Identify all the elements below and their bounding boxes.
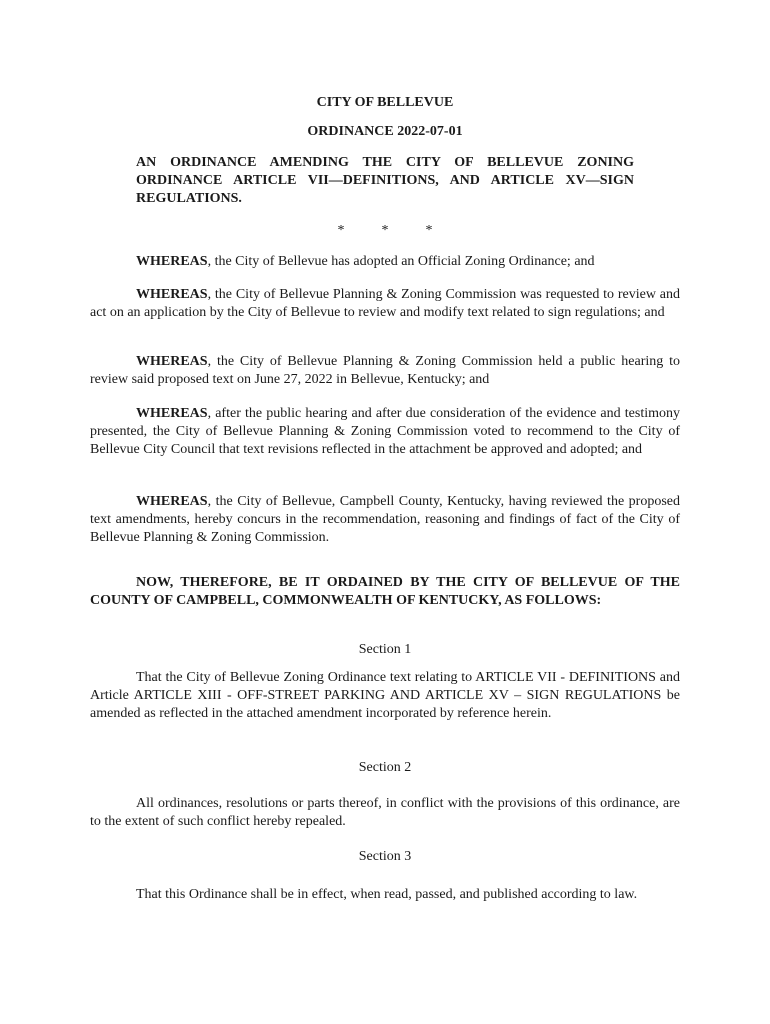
whereas-paragraph-3 [90,353,680,389]
ordinance-number: ORDINANCE 2022-07-01 [307,124,463,139]
whereas-text: , the City of Bellevue, Campbell County, Kentucky, having reviewed the proposed text amendments, hereby concurs in the recommendation, reasoning and findings of fact of the City of Bellevue Planning & Zoning Commission. [90,494,680,545]
whereas-paragraph-4 [90,405,680,459]
whereas-lead: WHEREAS [136,287,208,302]
whereas-text: , the City of Bellevue Planning & Zoning Commission held a public hearing to review said proposed text on June 27, 2022 in Bellevue, Kentucky; and [90,354,680,387]
separator-star: * [425,223,433,238]
whereas-text: , the City of Bellevue Planning & Zoning Commission was requested to review and act on an application by the City of Bellevue to review and modify text related to sign regulations; and [90,287,680,320]
section-2-text: All ordinances, resolutions or parts thereof, in conflict with the provisions of this ordinance, are to the extent of such conflict hereby repealed. [90,796,680,829]
section-3-heading: Section 3 [358,849,412,864]
whereas-lead: WHEREAS [136,354,208,369]
whereas-lead: WHEREAS [136,406,208,421]
city-heading: CITY OF BELLEVUE [316,95,454,110]
whereas-text: , the City of Bellevue has adopted an Official Zoning Ordinance; and [207,254,595,269]
resolution-paragraph: NOW, THEREFORE, BE IT ORDAINED BY THE CITY OF BELLEVUE OF THE COUNTY OF CAMPBELL, COMMONWEALTH OF KENTUCKY, AS FOLLOWS: [90,575,680,608]
whereas-paragraph-2 [90,286,680,322]
whereas-text: , after the public hearing and after due consideration of the evidence and testimony presented, the City of Bellevue Planning & Zoning Commission voted to recommend to the City of Bellevue City Council that text revisions reflected in the attachment be approved and adopted; and [90,406,680,457]
ordinance-title: AN ORDINANCE AMENDING THE CITY OF BELLEVUE ZONING ORDINANCE ARTICLE VII—DEFINITIONS, AND ARTICLE XV—SIGN REGULATIONS. [136,155,634,206]
whereas-lead: WHEREAS [136,254,208,269]
separator-star: * [337,223,345,238]
whereas-paragraph-1 [90,253,680,271]
separator-star: * [381,223,389,238]
section-3-text: That this Ordinance shall be in effect, when read, passed, and published according to law. [136,887,638,902]
section-1-text: That the City of Bellevue Zoning Ordinance text relating to ARTICLE VII - DEFINITIONS and Article ARTICLE XIII - OFF-STREET PARKING AND ARTICLE XV – SIGN REGULATIONS be amended as reflected in the attached amendment incorporated by reference herein. [90,670,680,721]
whereas-lead: WHEREAS [136,494,208,509]
whereas-paragraph-5 [90,493,680,547]
section-1-heading: Section 1 [358,642,412,657]
section-2-heading: Section 2 [358,760,412,775]
separator-stars [0,222,770,240]
